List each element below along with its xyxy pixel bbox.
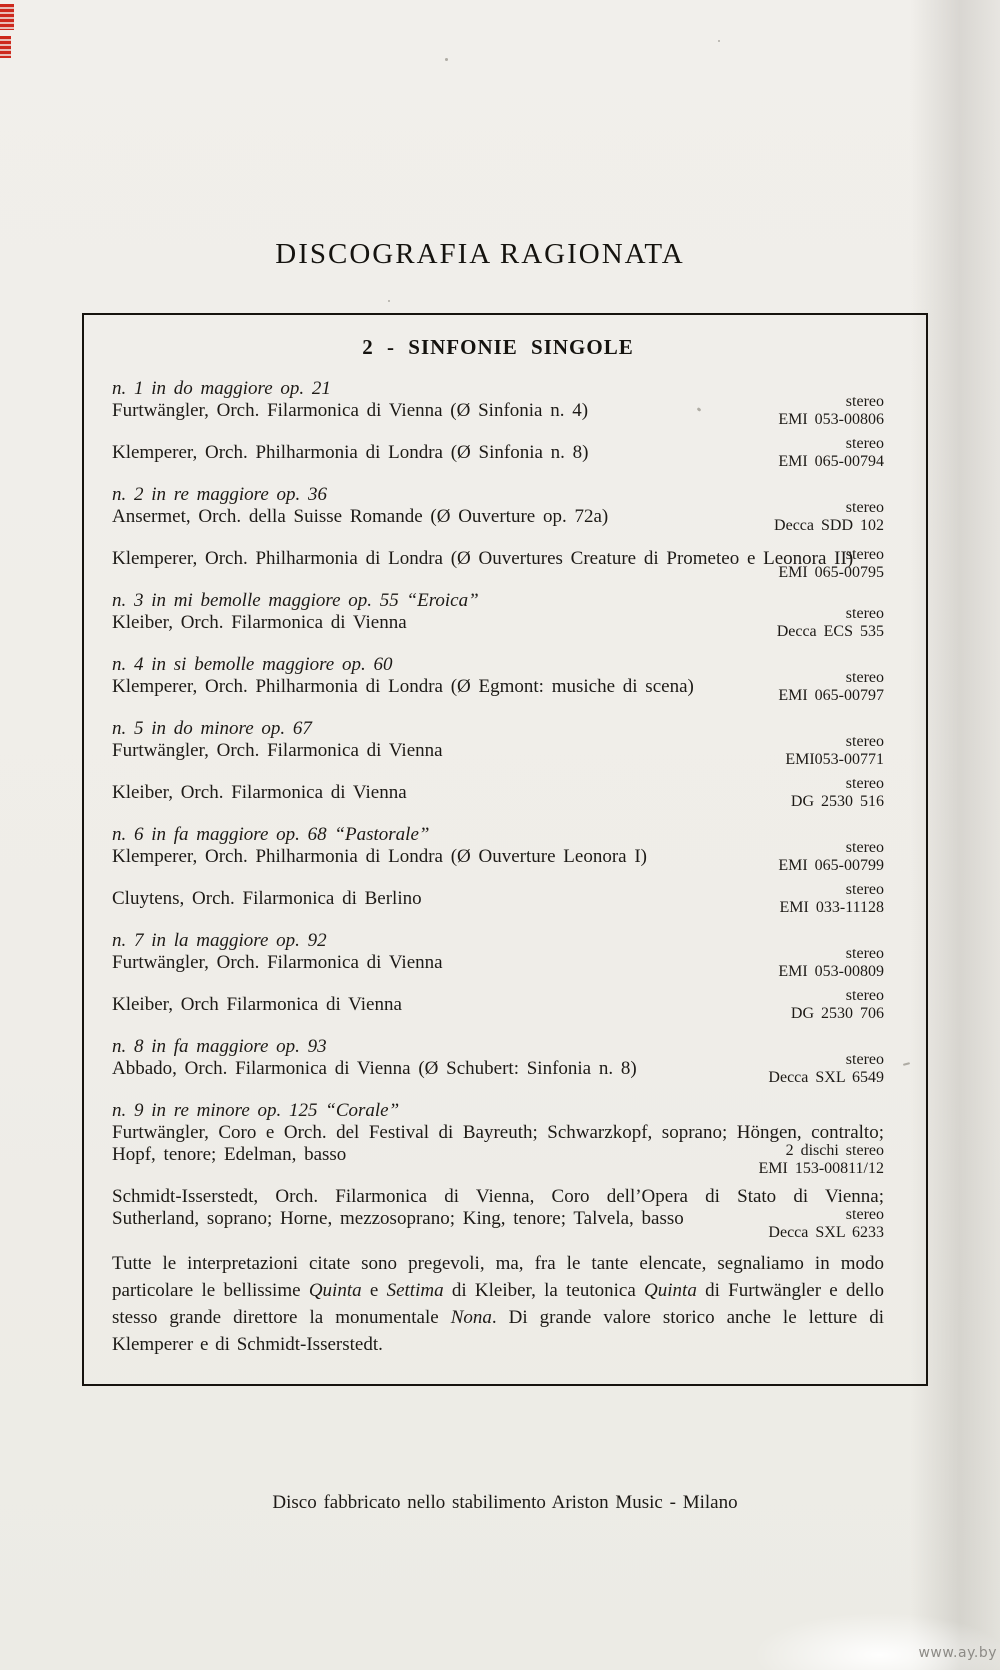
recording-text: Klemperer, Orch. Philharmonia di Londra (Ø Egmont: musiche di scena) (112, 676, 694, 697)
symphony-group (112, 1100, 884, 1241)
record-label-block (778, 669, 884, 705)
recording-entry (112, 839, 884, 874)
format-line: stereo (845, 1051, 884, 1068)
recording-entry (112, 393, 884, 428)
recording-entry (112, 987, 884, 1022)
recording-entry (112, 546, 884, 581)
recording-text: Furtwängler, Orch. Filarmonica di Vienna (Ø Sinfonia n. 4) (112, 400, 589, 421)
record-label-block (777, 605, 884, 641)
symphony-group (112, 930, 884, 1022)
symphony-group (112, 484, 884, 581)
format-line: 2 dischi stereo (785, 1142, 884, 1159)
scan-speck (445, 58, 448, 61)
work-heading: n. 2 in re maggiore op. 36 (112, 484, 328, 505)
catalog-number: EMI053-00771 (785, 751, 884, 768)
work-heading: n. 3 in mi bemolle maggiore op. 55 “Eroica” (112, 590, 479, 611)
catalog-number: EMI 053-00806 (778, 411, 884, 428)
record-label-block (768, 1051, 884, 1087)
scan-speck (718, 40, 720, 42)
work-heading: n. 7 in la maggiore op. 92 (112, 930, 327, 951)
recording-text: Cluytens, Orch. Filarmonica di Berlino (112, 888, 422, 909)
work-heading: n. 8 in fa maggiore op. 93 (112, 1036, 327, 1057)
record-label-block (780, 881, 884, 917)
format-line: stereo (845, 393, 884, 410)
recording-text: Schmidt-Isserstedt, Orch. Filarmonica di Vienna, Coro dell’Opera di Stato di Vienna; Sutherland, soprano; Horne, mezzosoprano; King, tenore; Talvela, basso (112, 1186, 884, 1229)
recording-text: Kleiber, Orch. Filarmonica di Vienna (112, 612, 407, 633)
format-line: stereo (845, 435, 884, 452)
group-items (112, 1122, 884, 1241)
catalog-number: DG 2530 706 (790, 1005, 884, 1022)
record-label-block (778, 546, 884, 582)
watermark: www.ay.by (918, 1645, 997, 1661)
catalog-number: Decca SXL 6233 (768, 1224, 884, 1241)
recording-entry (112, 1122, 884, 1177)
catalog-number: EMI 033-11128 (779, 899, 884, 916)
format-line: stereo (845, 945, 884, 962)
group-items (112, 393, 884, 470)
work-heading: n. 4 in si bemolle maggiore op. 60 (112, 654, 393, 675)
record-label-block (778, 393, 884, 429)
format-line: stereo (845, 987, 884, 1004)
red-stamp-mark (0, 36, 11, 58)
closing-paragraph: Tutte le interpretazioni citate sono pregevoli, ma, fra le tante elencate, segnaliamo in modo particolare le bellissime Quinta e Settima di Kleiber, la teutonica Quinta di Furtwängler e dello stesso grande direttore la monumentale Nona. Di grande valore storico anche le letture di Klemperer e di Schmidt-Isserstedt. (112, 1253, 884, 1355)
work-heading: n. 9 in re minore op. 125 “Corale” (112, 1100, 400, 1121)
symphony-group (112, 718, 884, 810)
recording-entry (112, 499, 884, 534)
record-label-block (791, 775, 884, 811)
recording-text: Abbado, Orch. Filarmonica di Vienna (Ø Schubert: Sinfonia n. 8) (112, 1058, 637, 1079)
group-items (112, 499, 884, 581)
recording-text: Kleiber, Orch Filarmonica di Vienna (112, 994, 402, 1015)
recording-entry (112, 605, 884, 640)
section-title: 2 - SINFONIE SINGOLE (362, 335, 634, 359)
discography-box (82, 313, 928, 1386)
catalog-number: EMI 153-00811/12 (758, 1160, 884, 1177)
recording-entry (112, 1051, 884, 1086)
catalog-number: EMI 065-00794 (778, 453, 884, 470)
format-line: stereo (845, 499, 884, 516)
group-items (112, 945, 884, 1022)
catalog-number: Decca SXL 6549 (768, 1069, 884, 1086)
format-line: stereo (845, 733, 884, 750)
format-line: stereo (845, 1206, 884, 1223)
recording-text: Klemperer, Orch. Philharmonia di Londra (Ø Ouverture Leonora I) (112, 846, 647, 867)
record-label-block (778, 945, 884, 981)
format-line: stereo (845, 669, 884, 686)
group-items (112, 839, 884, 916)
recording-entry (112, 669, 884, 704)
group-items (112, 669, 884, 704)
symphony-group (112, 1036, 884, 1086)
recording-entry (112, 733, 884, 768)
record-label-block (778, 839, 884, 875)
record-label-block (774, 499, 884, 535)
work-heading: n. 5 in do minore op. 67 (112, 718, 312, 739)
group-items (112, 605, 884, 640)
recording-text: Klemperer, Orch. Philharmonia di Londra (Ø Sinfonia n. 8) (112, 442, 589, 463)
recording-entry (112, 1186, 884, 1241)
symphony-group (112, 590, 884, 640)
record-label-block (768, 1206, 884, 1242)
group-items (112, 733, 884, 810)
record-label-block (758, 1142, 884, 1178)
recording-text: Furtwängler, Coro e Orch. del Festival di Bayreuth; Schwarzkopf, soprano; Höngen, contralto; Hopf, tenore; Edelman, basso (112, 1122, 884, 1165)
recording-text: Ansermet, Orch. della Suisse Romande (Ø Ouverture op. 72a) (112, 506, 609, 527)
work-heading: n. 1 in do maggiore op. 21 (112, 378, 331, 399)
catalog-number: EMI 065-00797 (778, 687, 884, 704)
entries-list (112, 378, 884, 1241)
red-stamp-mark (0, 4, 14, 30)
catalog-number: EMI 065-00795 (778, 564, 884, 581)
recording-entry (112, 775, 884, 810)
recording-entry (112, 945, 884, 980)
recording-text: Furtwängler, Orch. Filarmonica di Vienna (112, 952, 443, 973)
symphony-group (112, 824, 884, 916)
symphony-group (112, 654, 884, 704)
recording-text: Furtwängler, Orch. Filarmonica di Vienna (112, 740, 443, 761)
recording-text: Klemperer, Orch. Philharmonia di Londra (Ø Ouvertures Creature di Prometeo e Leonora II) (112, 548, 854, 569)
catalog-number: EMI 053-00809 (778, 963, 884, 980)
catalog-number: Decca SDD 102 (774, 517, 884, 534)
record-label-block (785, 733, 884, 769)
record-label-block (791, 987, 884, 1023)
recording-entry (112, 881, 884, 916)
recording-entry (112, 435, 884, 470)
catalog-number: EMI 065-00799 (778, 857, 884, 874)
catalog-number: DG 2530 516 (790, 793, 884, 810)
format-line: stereo (845, 839, 884, 856)
page-title: DISCOGRAFIA RAGIONATA (275, 238, 685, 270)
group-items (112, 1051, 884, 1086)
catalog-number: Decca ECS 535 (776, 623, 884, 640)
symphony-group (112, 378, 884, 470)
format-line: stereo (845, 775, 884, 792)
scan-speck (388, 300, 390, 302)
footer-note: Disco fabbricato nello stabilimento Ariston Music - Milano (272, 1492, 738, 1513)
record-label-block (778, 435, 884, 471)
format-line: stereo (845, 881, 884, 898)
format-line: stereo (845, 546, 884, 563)
work-heading: n. 6 in fa maggiore op. 68 “Pastorale” (112, 824, 430, 845)
recording-text: Kleiber, Orch. Filarmonica di Vienna (112, 782, 407, 803)
format-line: stereo (845, 605, 884, 622)
